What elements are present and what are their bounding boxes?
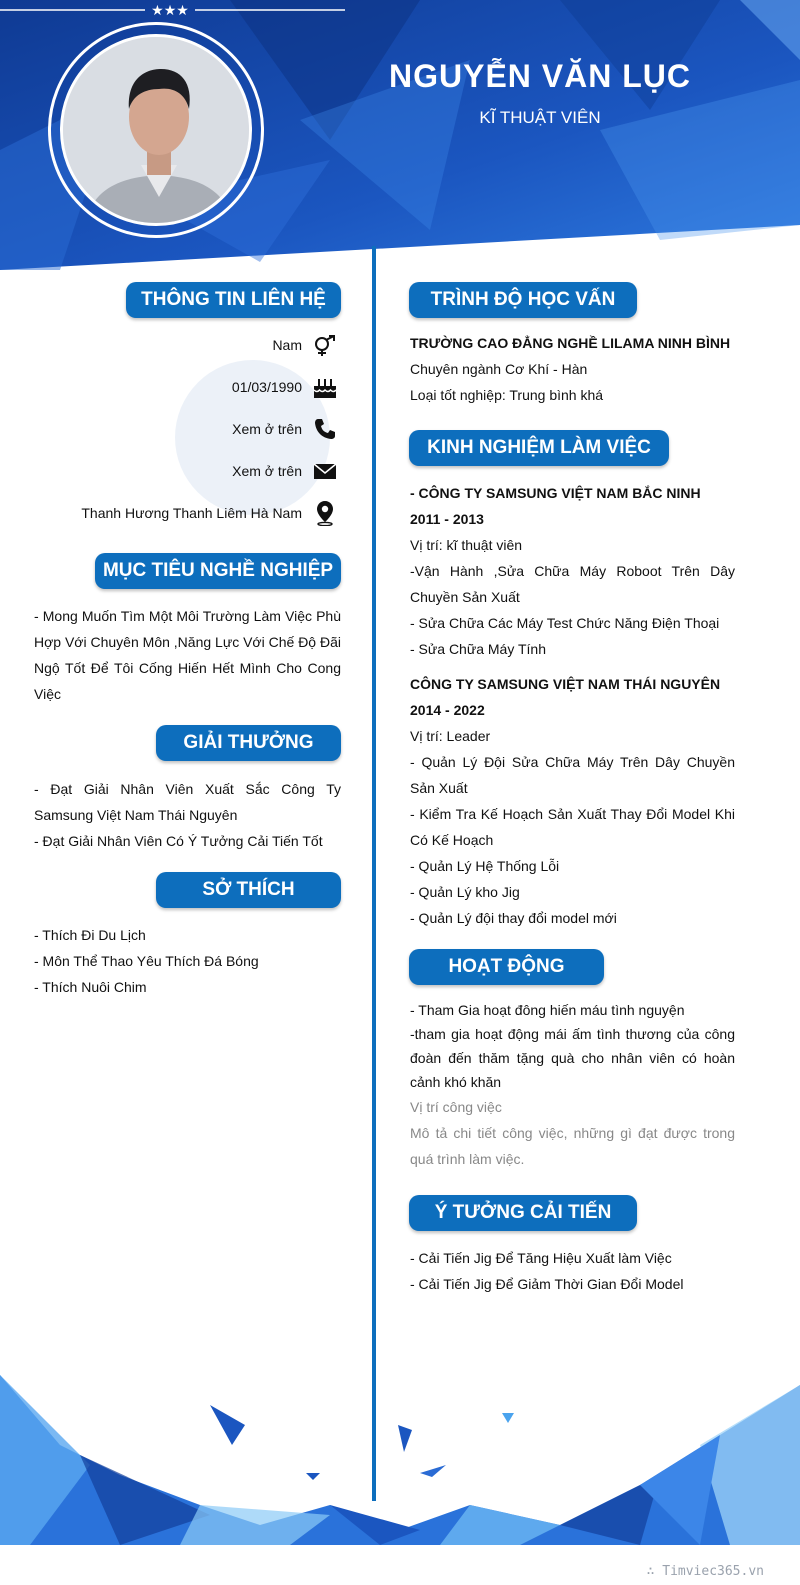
job-duty: - Quản Lý kho Jig <box>410 884 520 900</box>
job-duty: - Quản Lý đội thay đổi model mới <box>410 910 617 926</box>
job-duty: - Sửa Chữa Các Máy Test Chức Năng Điện Thoại <box>410 615 720 631</box>
hobby-item: - Môn Thể Thao Yêu Thích Đá Bóng <box>34 953 259 969</box>
job-title: KĨ THUẬT VIÊN <box>479 108 601 127</box>
contact-section-title: THÔNG TIN LIÊN HỆ <box>126 282 341 318</box>
svg-text:★★★: ★★★ <box>151 3 189 19</box>
experience-section-title: KINH NGHIỆM LÀM VIỆC <box>409 430 669 466</box>
footer-decoration <box>0 1355 800 1585</box>
location-icon <box>312 500 338 526</box>
objective-text <box>34 603 341 707</box>
portrait-image <box>63 37 252 226</box>
graduation-grade: Loại tốt nghiệp: Trung bình khá <box>410 387 604 403</box>
activity-item: - Tham Gia hoạt đông hiến máu tình nguyện <box>410 1002 685 1018</box>
objective-section-title: MỤC TIÊU NGHỀ NGHIỆP <box>95 553 341 589</box>
email-icon <box>312 458 338 484</box>
footer-background <box>0 1355 800 1585</box>
job-duty: - Sửa Chữa Máy Tính <box>410 641 546 657</box>
experience-job-2 <box>410 671 735 931</box>
job-position: Vị trí: kĩ thuật viên <box>410 537 523 553</box>
hobbies-list <box>34 922 341 1000</box>
job-duty: - Quản Lý Hệ Thống Lỗi <box>410 858 560 874</box>
job-duty: -Vận Hành ,Sửa Chữa Máy Roboot Trên Dây Chuyền Sản Xuất <box>410 563 735 605</box>
experience-job-1 <box>410 480 735 662</box>
contact-address <box>81 500 338 526</box>
job-period: 2011 - 2013 <box>410 511 484 527</box>
avatar-photo <box>60 34 252 226</box>
gender-text: Nam <box>272 337 302 353</box>
ideas-section-title: Ý TƯỞNG CẢI TIẾN <box>409 1195 637 1231</box>
job-position: Vị trí: Leader <box>410 728 491 744</box>
objective-paragraph: - Mong Muốn Tìm Một Môi Trường Làm Việc Phù Hợp Với Chuyên Môn ,Năng Lực Với Chế Độ Đãi Ngộ Tốt Để Tôi Cống Hiến Hết Mình Cho Cong Việc <box>34 608 341 702</box>
activity-description-placeholder: Mô tả chi tiết công việc, những gì đạt được trong quá trình làm việc. <box>410 1125 735 1167</box>
job-duty: - Quản Lý Đội Sửa Chữa Máy Trên Dây Chuyền Sản Xuất <box>410 754 735 796</box>
activity-position-placeholder: Vị trí công việc <box>410 1099 502 1115</box>
website-watermark: ∴ Timviec365.vn <box>646 1564 764 1579</box>
award-item: - Đạt Giải Nhân Viên Có Ý Tưởng Cải Tiến Tốt <box>34 833 323 849</box>
company-name: - CÔNG TY SAMSUNG VIỆT NAM BẮC NINH <box>410 485 701 501</box>
activities-block <box>410 998 735 1172</box>
company-name: CÔNG TY SAMSUNG VIỆT NAM THÁI NGUYÊN <box>410 676 721 692</box>
job-duty: - Kiểm Tra Kế Hoạch Sản Xuất Thay Đổi Model Khi Có Kế Hoạch <box>410 806 735 848</box>
contact-gender <box>272 332 338 358</box>
header-banner <box>0 0 800 290</box>
hobby-item: - Thích Nuôi Chim <box>34 979 147 995</box>
column-divider <box>372 246 376 1501</box>
birthday-text: 01/03/1990 <box>231 379 302 395</box>
candidate-name: NGUYỄN VĂN LỤC <box>388 58 691 94</box>
ideas-list <box>410 1245 735 1297</box>
education-section-title: TRÌNH ĐỘ HỌC VẤN <box>409 282 637 318</box>
contact-birthday <box>232 374 338 400</box>
major: Chuyên ngành Cơ Khí - Hàn <box>410 361 588 377</box>
stars-divider <box>0 0 345 20</box>
education-block <box>410 330 735 408</box>
idea-item: - Cải Tiến Jig Để Tăng Hiệu Xuất làm Việc <box>410 1250 672 1266</box>
idea-item: - Cải Tiến Jig Để Giảm Thời Gian Đổi Model <box>410 1276 684 1292</box>
contact-email <box>232 458 338 484</box>
award-item: - Đạt Giải Nhân Viên Xuất Sắc Công Ty Samsung Việt Nam Thái Nguyên <box>34 781 341 823</box>
gender-icon <box>312 332 338 358</box>
address-text: Thanh Hương Thanh Liêm Hà Nam <box>81 505 302 521</box>
phone-text: Xem ở trên <box>232 421 302 437</box>
birthday-cake-icon <box>312 374 338 400</box>
awards-list <box>34 776 341 854</box>
hobby-item: - Thích Đi Du Lịch <box>34 927 146 943</box>
email-text: Xem ở trên <box>232 463 302 479</box>
phone-icon <box>312 416 338 442</box>
hobbies-section-title: SỞ THÍCH <box>156 872 341 908</box>
activity-item: -tham gia hoạt động mái ấm tình thương của công đoàn đến thăm tặng quà cho nhân viên có hoàn cảnh khó khăn <box>410 1026 735 1090</box>
job-period: 2014 - 2022 <box>410 702 485 718</box>
school-name: TRƯỜNG CAO ĐẲNG NGHỀ LILAMA NINH BÌNH <box>410 335 731 351</box>
contact-phone <box>232 416 338 442</box>
awards-section-title: GIẢI THƯỞNG <box>156 725 341 761</box>
activities-section-title: HOẠT ĐỘNG <box>409 949 604 985</box>
